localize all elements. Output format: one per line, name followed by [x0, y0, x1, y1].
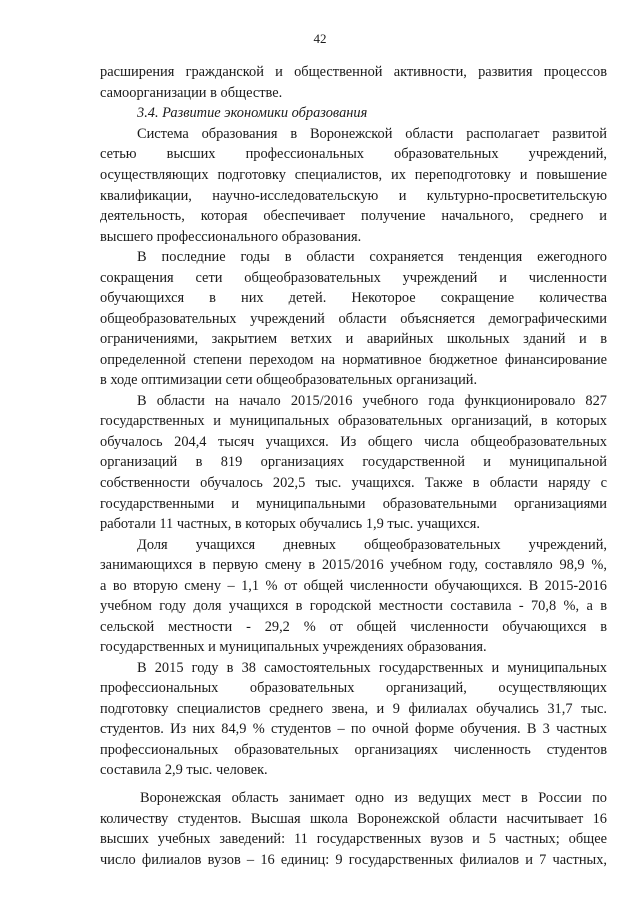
text-line: профессиональных образовательных организациях численность студентов: [100, 742, 607, 758]
text-line: Система образования в Воронежской области располагает развитой: [137, 126, 607, 142]
text-line: обучающихся в них детей. Некоторое сокращение количества: [100, 290, 607, 306]
text-line: подготовку специалистов среднего звена, и 9 филиалах обучались 31,7 тыс.: [100, 701, 607, 717]
text-line: сельской местности - 29,2 % от общей численности обучающихся в: [100, 619, 607, 635]
text-line: деятельность, которая обеспечивает получение начального, среднего и: [100, 208, 607, 224]
section-heading: 3.4. Развитие экономики образования: [137, 105, 368, 121]
text-line: самоорганизации в обществе.: [100, 85, 283, 101]
text-line: организаций в 819 организациях государственной и муниципальной: [100, 454, 607, 470]
text-line: Доля учащихся дневных общеобразовательных учреждений,: [137, 537, 607, 553]
text-line: собственности обучалось 202,5 тыс. учащихся. Также в области наряду с: [100, 475, 607, 491]
text-line: квалификации, научно-исследовательскую и культурно-просветительскую: [100, 188, 607, 204]
text-line: студентов. Из них 84,9 % студентов – по очной форме обучения. В 3 частных: [100, 721, 607, 737]
text-line: Воронежская область занимает одно из ведущих мест в России по: [140, 790, 607, 806]
text-line: а во вторую смену – 1,1 % от общей численности обучающихся. В 2015-2016: [100, 578, 607, 594]
text-line: высших учебных заведений: 11 государственных вузов и 5 частных; общее: [100, 831, 607, 847]
text-line: государственных и муниципальных учреждениях образования.: [100, 639, 487, 655]
page-number: 42: [313, 31, 327, 46]
text-line: сокращения сети общеобразовательных учреждений и численности: [100, 270, 607, 286]
text-line: расширения гражданской и общественной активности, развития процессов: [100, 64, 607, 80]
text-line: государственных и муниципальных образовательных организаций, в которых: [100, 413, 607, 429]
text-line: составила 2,9 тыс. человек.: [100, 762, 268, 778]
text-line: число филиалов вузов – 16 единиц: 9 государственных филиалов и 7 частных,: [100, 852, 607, 868]
text-line: общеобразовательных учреждений области объясняется демографическими: [100, 311, 607, 327]
text-line: работали 11 частных, в которых обучались 1,9 тыс. учащихся.: [100, 516, 480, 532]
text-line: В 2015 году в 38 самостоятельных государственных и муниципальных: [137, 660, 607, 676]
text-line: В области на начало 2015/2016 учебного года функционировало 827: [137, 393, 607, 409]
text-line: обучалось 204,4 тысяч учащихся. Из общего числа общеобразовательных: [100, 434, 607, 450]
text-line: высшего профессионального образования.: [100, 229, 362, 245]
text-line: государственными и муниципальными образовательными организациями: [100, 496, 607, 512]
text-line: в ходе оптимизации сети общеобразовательных организаций.: [100, 372, 478, 388]
text-line: занимающихся в первую смену в 2015/2016 учебном году, составляло 98,9 %,: [100, 557, 607, 573]
text-line: определенной степени переходом на нормативное бюджетное финансирование: [100, 352, 607, 368]
text-line: профессиональных образовательных организаций, осуществляющих: [100, 680, 607, 696]
text-line: осуществляющих подготовку специалистов, их переподготовку и повышение: [100, 167, 607, 183]
text-line: В последние годы в области сохраняется тенденция ежегодного: [137, 249, 607, 265]
text-line: учебном году доля учащихся в городской местности составила - 70,8 %, а в: [100, 598, 607, 614]
text-line: ограничениями, закрытием ветхих и аварийных школьных зданий и в: [100, 331, 607, 347]
text-line: сетью высших профессиональных образовательных учреждений,: [100, 146, 607, 162]
text-line: количеству студентов. Высшая школа Воронежской области насчитывает 16: [100, 811, 607, 827]
